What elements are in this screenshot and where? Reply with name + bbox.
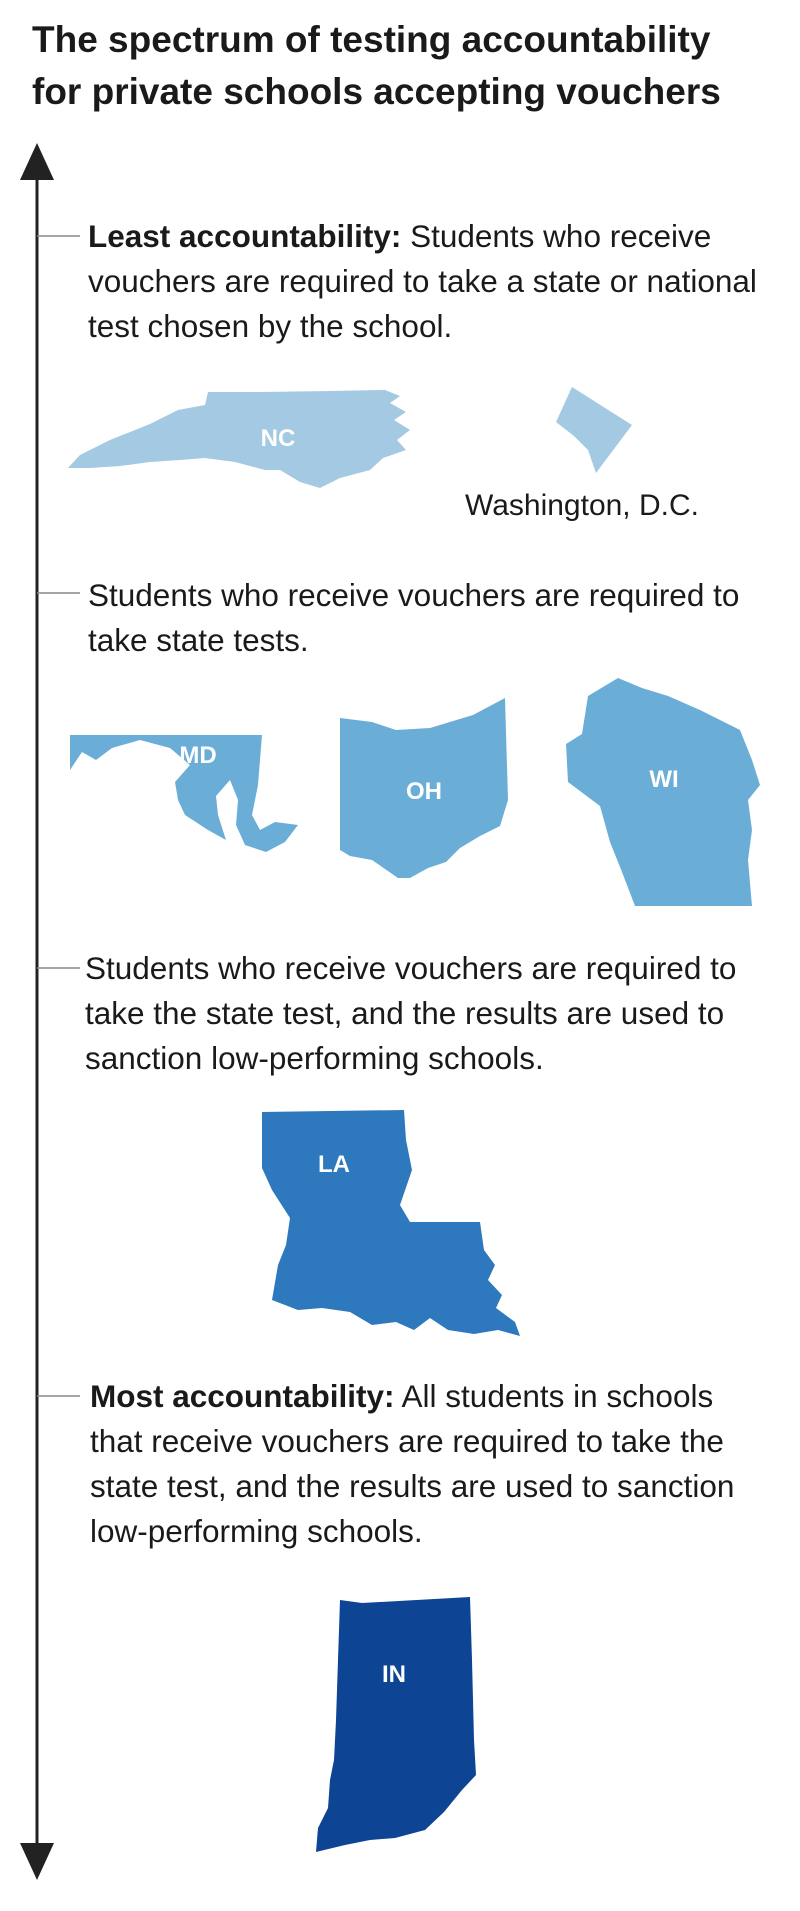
title-line-2: for private schools accepting vouchers: [32, 71, 721, 112]
tier-4-text: All students in schools that receive vouchers are required to take the state test, and the results are used to sanction low-performing schools.: [90, 1378, 735, 1549]
tier-1-description: [88, 214, 778, 349]
tier-1-text: Students who receive vouchers are required to take a state or national test chosen by the school.: [88, 218, 757, 344]
tier-1-lead: Least accountability:: [88, 218, 402, 254]
la-state-shape: [262, 1110, 520, 1336]
dc-label: Washington, D.C.: [465, 489, 699, 522]
nc-state-shape: [68, 390, 410, 488]
in-label: IN: [382, 1661, 406, 1688]
oh-label: OH: [406, 778, 442, 805]
axis-arrow-down: [20, 1843, 54, 1880]
tier-2-text: Students who receive vouchers are required to take state tests.: [88, 577, 740, 658]
tier-4-description: [90, 1374, 770, 1554]
dc-shape: [556, 387, 632, 473]
wi-label: WI: [649, 766, 679, 793]
tier-2-description: [88, 573, 778, 663]
nc-label: NC: [260, 425, 296, 452]
tier-3-description: [85, 946, 775, 1081]
axis-arrow-up: [20, 143, 54, 180]
in-state-shape: [316, 1597, 476, 1852]
la-label: LA: [318, 1151, 350, 1178]
md-label: MD: [179, 742, 217, 769]
tier-3-text: Students who receive vouchers are required to take the state test, and the results are used to sanction low-performing schools.: [85, 950, 737, 1076]
tier-4-lead: Most accountability:: [90, 1378, 395, 1414]
title-line-1: The spectrum of testing accountability: [32, 19, 711, 60]
